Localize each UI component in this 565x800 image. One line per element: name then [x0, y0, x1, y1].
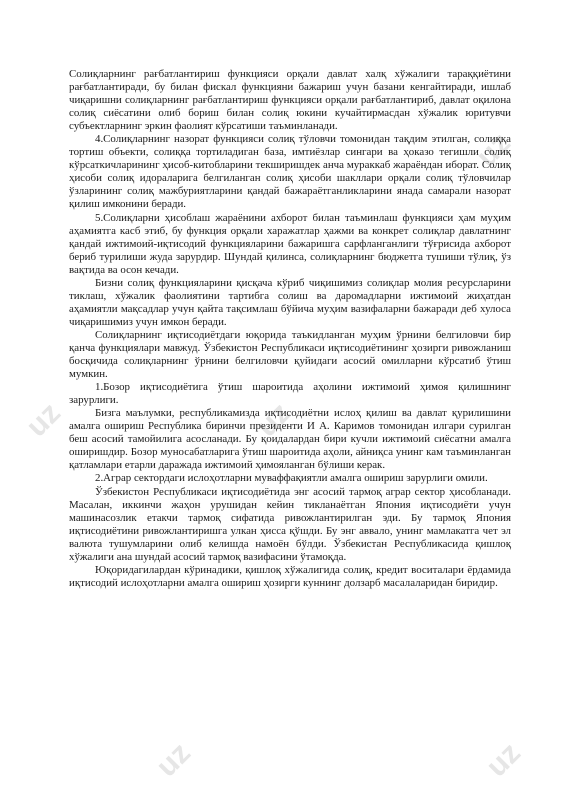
watermark-text: uz: [470, 126, 517, 174]
watermark-text: uz: [250, 396, 297, 444]
paragraph: Юқоридагилардан кўринадики, қишлоқ хўжалигида солиқ, кредит воситалари ёрдамида иқтисодий ислоҳотларни амалга ошириш ҳозирги куннинг долзарб масалаларидан биридир.: [69, 563, 511, 589]
paragraph: 5.Солиқларни ҳисоблаш жараёнини ахборот билан таъминлаш функцияси ҳам муҳим аҳамиятга касб этиб, бу функция орқали харажатлар ҳажми ва конкрет солиқлар давлатнинг қандай ижтимоий-иқтисодий функцияларини бажаришга сарфланганлиги тўғрисида ахборот бериб турилиши жуда зарурдир. Шундай қилинса, солиқларнинг бюджетга тушиши тўлиқ, ўз вақтида ва осон кечади.: [69, 211, 511, 276]
watermark-text: uz: [480, 736, 527, 784]
paragraph: Бизни солиқ функцияларини қисқача кўриб чиқишимиз солиқлар молия ресурсларини тиклаш, хўжалик фаолиятини тартибга солиш ва даромадларни ижтимоий жиҳатдан аҳамиятли мақсадлар учун қайта тақсимлаш бўйича муҳим вазифаларни бажаради деб хулоса чиқаришимиз учун имкон беради.: [69, 276, 511, 328]
paragraph: Солиқларнинг рағбатлантириш функцияси орқали давлат халқ хўжалиги тараққиётини рағбатлантиради, бу билан фискал функцияни бажариш учун базани кенгайтиради, ишлаб чиқаришни солиқларнинг рағбатлантириш функцияси орқали рағбатлантириб, давлат оқилона солиқ сиёсатини олиб бориш билан солиқ юкини кучайтирмасдан хўжалик юритувчи субъектларнинг эркин фаолият кўрсатиши таъминланади.: [69, 68, 511, 133]
paragraph: Ўзбекистон Республикаси иқтисодиётида энг асосий тармоқ аграр сектор ҳисобланади. Масалан, иккинчи жаҳон урушидан кейин тикланаётган Япония иқтисодиёти учун машинасозлик етакчи тармоқ сифатида ривожлантирилган эди. Бу тармоқ Япония иқтисодиётини ривожлантиришга улкан ҳисса қўшди. Бу энг аввало, унинг мамлакатга чет эл валюта тушумларини олиб келишда намоён бўлди. Ўзбекистан Республикасида қишлоқ хўжалиги ана шундай асосий тармоқ вазифасини ўтамоқда.: [69, 485, 511, 563]
paragraph: Бизга маълумки, республикамизда иқтисодиётни ислоҳ қилиш ва давлат қурилишини амалга ошириш Республика биринчи президенти И А. Каримов томонидан илгари сурилган беш асосий тамойилига асосланади. Бу қоидалардан бири кучли ижтимоий сиёсатни амалга оширишдир. Бозор муносабатларига ўтиш шароитида аҳоли, айниқса унинг кам таъминланган қатламлари етарли даражада ижтимоий ҳимояланган бўлиши керак.: [69, 407, 511, 472]
watermark-text: uz: [20, 396, 67, 444]
paragraph: 2.Аграр сектордаги ислоҳотларни муваффақиятли амалга ошириш зарурлиги омили.: [95, 472, 488, 485]
watermark-text: uz: [150, 736, 197, 784]
paragraph: 4.Солиқларнинг назорат функцияси солиқ тўловчи томонидан тақдим этилган, солиққа тортиш объекти, солиққа тортиладиган база, имтиёзлар сингари ва ҳоказо тегишли солиқ кўрсаткичларининг ҳисоб-китобларини текширишдек анча мураккаб жараёндан иборат. Солиқ ҳисоби солиқ идораларига белгиланган солиқ ҳисоби шакллари орқали солиқ тўловчилар ўзларининг солиқ мажбуриятларини қандай бажараётганликларини янада самарали назорат қилиш имконини беради.: [69, 133, 511, 211]
paragraph: Солиқларнинг иқтисодиётдаги юқорида таъкидланган муҳим ўрнини белгиловчи бир қанча функциялари мавжуд. Ўзбекистон Республикаси иқтисодиётининг ҳозирги ривожланиш босқичида солиқларнинг ўрнини белгиловчи қуйидаги асосий омилларни кўрсатиб ўтиш мумкин.: [69, 328, 511, 381]
paragraph: 1.Бозор иқтисодиётига ўтиш шароитида аҳолини ижтимоий ҳимоя қилишнинг зарурлиги.: [69, 381, 511, 407]
document-body: [69, 68, 511, 590]
